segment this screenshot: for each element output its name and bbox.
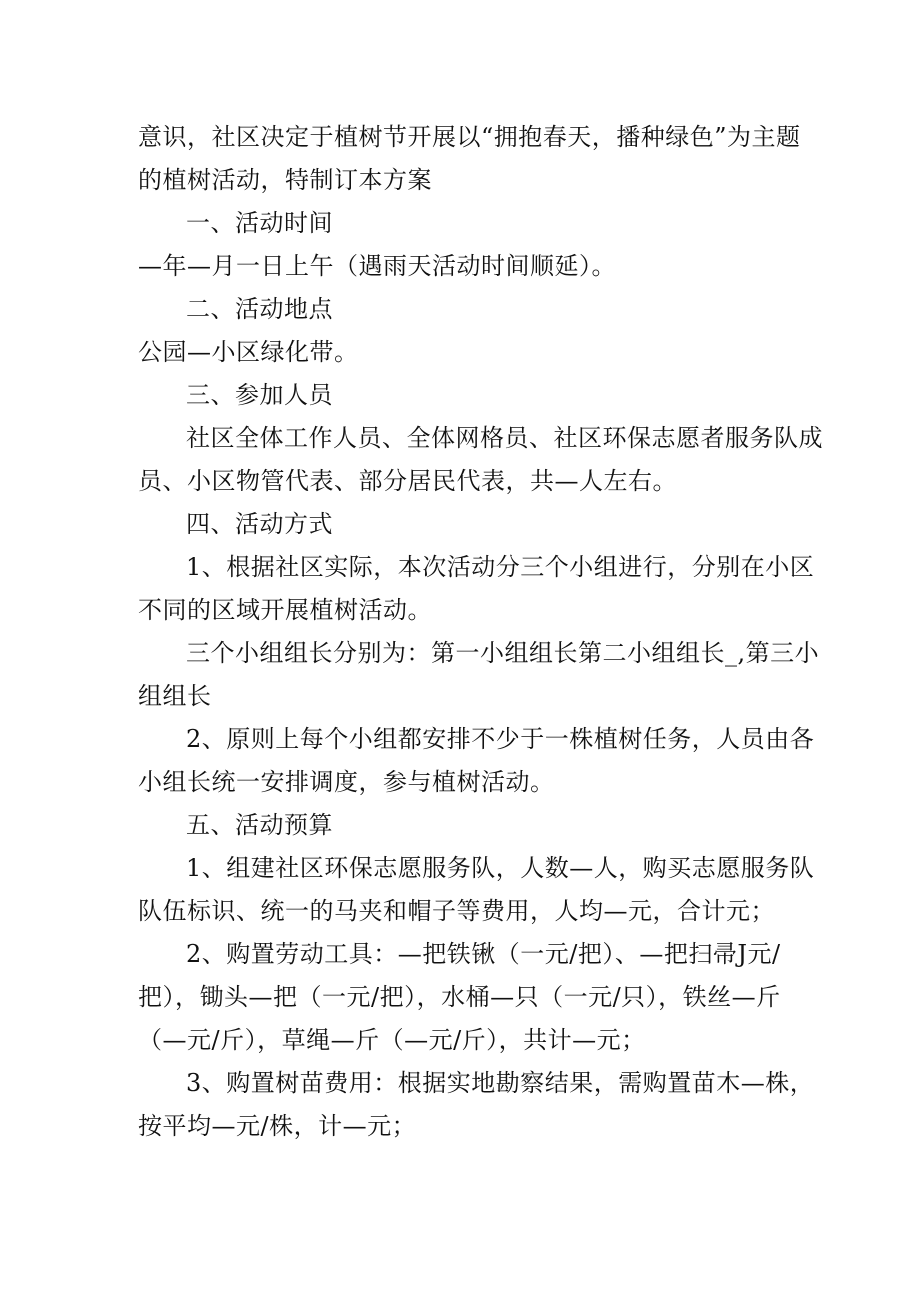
- text-line: 把），锄头—把（一元/把），水桶—只（一元/只），铁丝—斤: [138, 983, 781, 1011]
- text-line: 社区全体工作人员、全体网格员、社区环保志愿者服务队成: [186, 424, 823, 452]
- text-line: 三个小组组长分别为：第一小组组长第二小组组长_,第三小: [186, 639, 820, 667]
- text-line: —年—月一日上午（遇雨天活动时间顺延）。: [138, 252, 616, 280]
- text-line: 公园—小区绿化带。: [138, 338, 359, 366]
- section-heading-time: 一、活动时间: [186, 209, 333, 237]
- section-heading-location: 二、活动地点: [186, 295, 333, 323]
- text-line: （—元/斤），草绳—斤（—元/斤），共计—元；: [138, 1026, 646, 1054]
- text-line: 1、根据社区实际，本次活动分三个小组进行，分别在小区: [186, 553, 815, 581]
- text-line: 小组长统一安排调度，参与植树活动。: [138, 768, 555, 796]
- text-line: 2、购置劳动工具：—把铁锹（一元/把）、—把扫帚J元/: [186, 940, 781, 968]
- text-line: 的植树活动，特制订本方案: [138, 166, 432, 194]
- section-heading-budget: 五、活动预算: [186, 811, 333, 839]
- text-line: 不同的区域开展植树活动。: [138, 596, 432, 624]
- text-line: 3、购置树苗费用：根据实地勘察结果，需购置苗木—株，: [186, 1069, 815, 1097]
- document-body: [138, 116, 823, 1148]
- text-line: 队伍标识、统一的马夹和帽子等费用，人均—元，合计元；: [138, 897, 775, 925]
- text-line: 组组长: [138, 682, 212, 710]
- text-line: 2、原则上每个小组都安排不少于一株植树任务，人员由各: [186, 725, 815, 753]
- text-line: 按平均—元/株，计—元；: [138, 1112, 417, 1140]
- section-heading-method: 四、活动方式: [186, 510, 333, 538]
- text-line: 意识，社区决定于植树节开展以“拥抱春天，播种绿色”为主题: [138, 123, 801, 151]
- text-line: 员、小区物管代表、部分居民代表，共—人左右。: [138, 467, 677, 495]
- section-heading-participants: 三、参加人员: [186, 381, 333, 409]
- text-line: 1、组建社区环保志愿服务队，人数—人，购买志愿服务队: [186, 854, 815, 882]
